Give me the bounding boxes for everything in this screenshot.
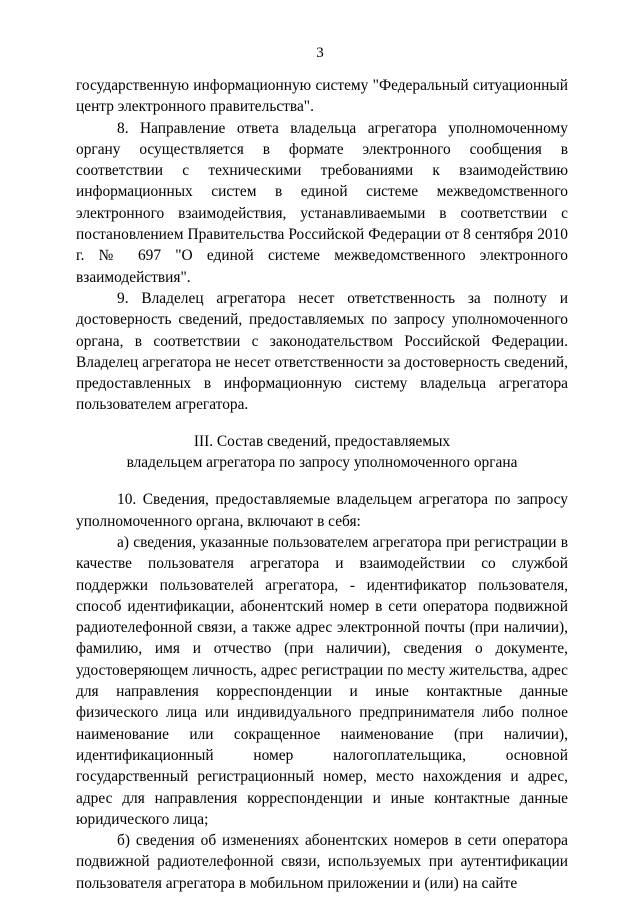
paragraph-subitem-a: а) сведения, указанные пользователем агрегатора при регистрации в качестве пользователя агрегатора и взаимодействии со службой поддержки пользователей агрегатора, - идентификатор пользователя, способ идентификации, абонентский номер в сети оператора подвижной радиотелефонной связи, а также адрес электронной почты (при наличии), фамилию, имя и отчество (при наличии), сведения о документе, удостоверяющем личность, адрес регистрации по месту жительства, адрес для направления корреспонденции и иные контактные данные физического лица или индивидуального предпринимателя либо полное наименование или сокращенное наименование (при наличии), идентификационный номер налогоплательщика, основной государственный регистрационный номер, место нахождения и адрес, адрес для направления корреспонденции и иные контактные данные юридического лица; [76, 533, 568, 828]
paragraph-continuation: государственную информационную систему "Федеральный ситуационный центр электронного правительства". [76, 77, 568, 116]
paragraph-subitem-b: б) сведения об изменениях абонентских номеров в сети оператора подвижной радиотелефонной связи, используемых при аутентификации пользователя агрегатора в мобильном приложении и (или) на сайте [76, 832, 568, 892]
section-heading-line-2: владельцем агрегатора по запросу уполномоченного органа [126, 454, 518, 472]
document-body [76, 75, 568, 894]
paragraph-item-10: 10. Сведения, предоставляемые владельцем агрегатора по запросу уполномоченного органа, включают в себя: [76, 491, 568, 530]
page-number: 3 [316, 45, 324, 61]
paragraph-item-8: 8. Направление ответа владельца агрегатора уполномоченному органу осуществляется в формате электронного сообщения в соответствии с техническими требованиями к взаимодействию информационных систем в единой системе межведомственного электронного взаимодействия, устанавливаемыми в соответствии с постановлением Правительства Российской Федерации от 8 сентября 2010 г. № 697 "О единой системе межведомственного электронного взаимодействия". [76, 119, 568, 286]
section-heading [76, 431, 568, 474]
paragraph-item-9: 9. Владелец агрегатора несет ответственность за полноту и достоверность сведений, предоставляемых по запросу уполномоченного органа, в соответствии с законодательством Российской Федерации. Владелец агрегатора не несет ответственности за достоверность сведений, предоставленных в информационную систему владельца агрегатора пользователем агрегатора. [76, 289, 568, 414]
section-heading-line-1: III. Состав сведений, предоставляемых [193, 432, 451, 450]
